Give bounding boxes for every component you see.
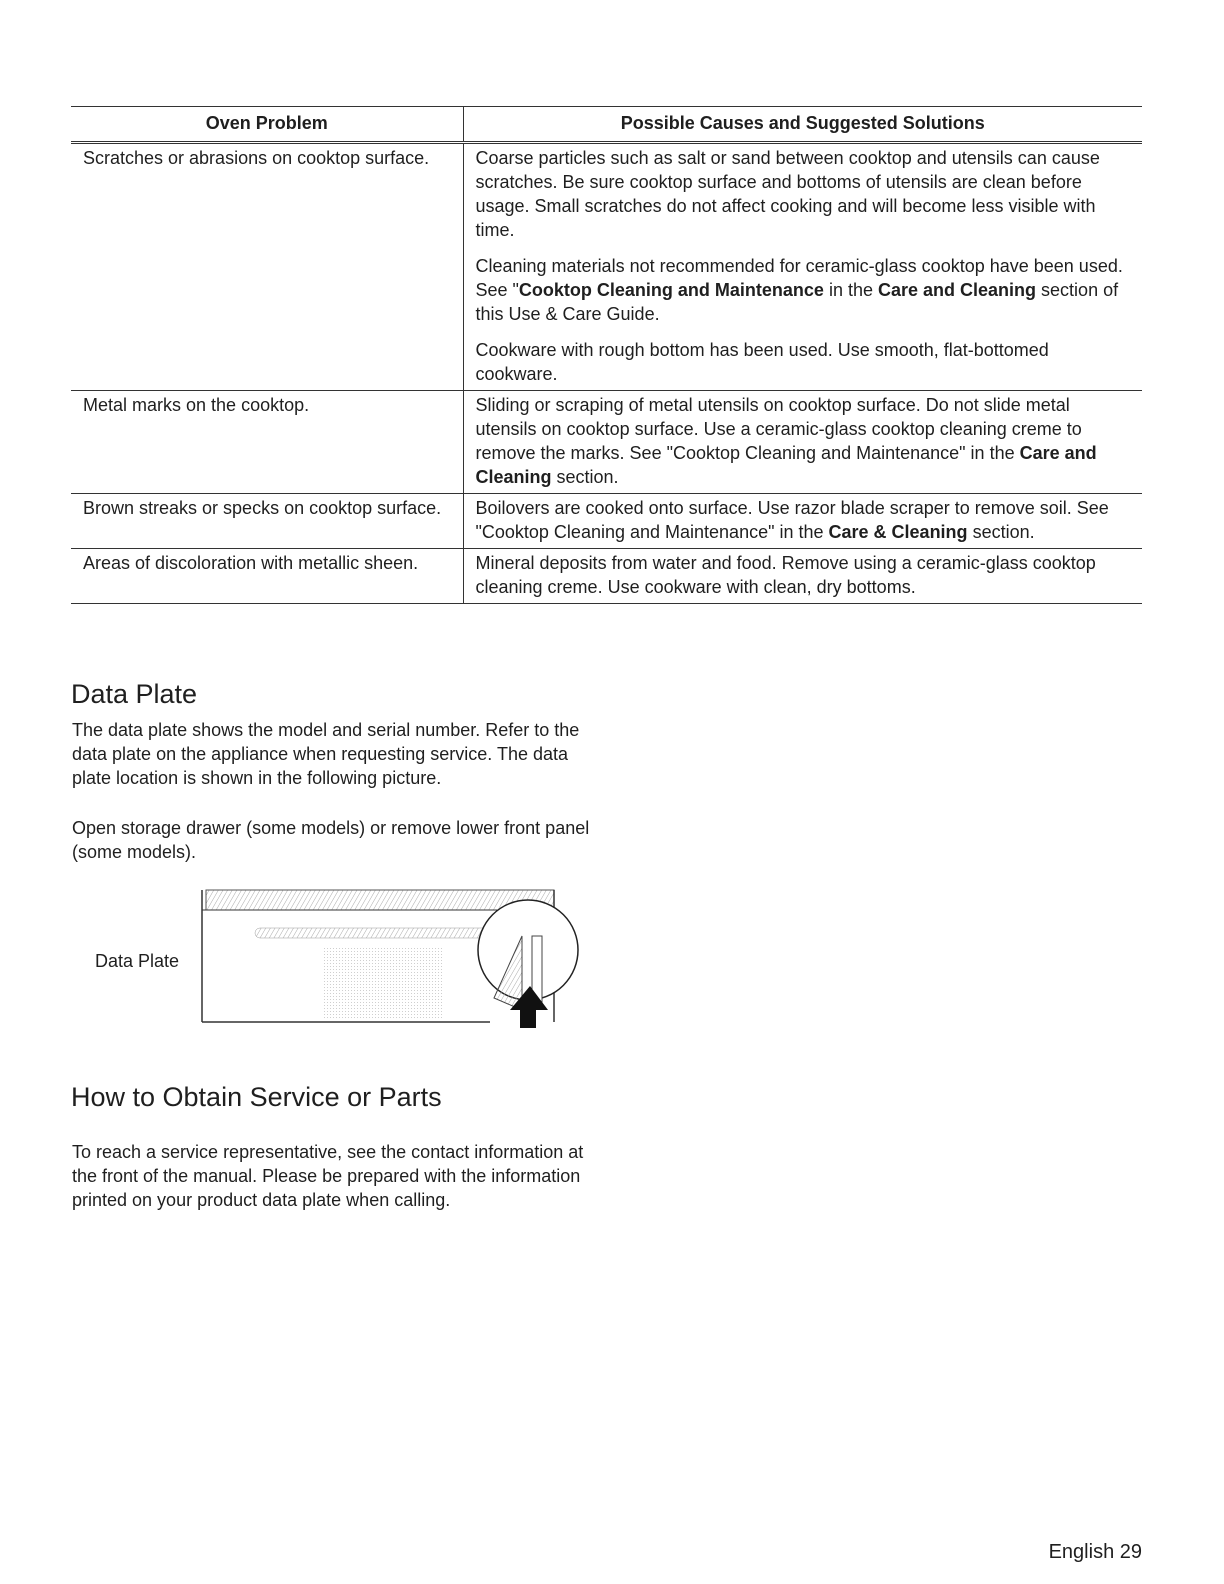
text-run: section. xyxy=(967,522,1035,542)
solution-cell xyxy=(463,391,1142,494)
solution-paragraph xyxy=(476,338,1133,386)
page-footer: English 29 xyxy=(1048,1541,1142,1563)
problem-cell: Metal marks on the cooktop. xyxy=(71,391,463,494)
data-plate-figure-label: Data Plate xyxy=(95,951,180,971)
table-header-row xyxy=(71,107,1142,143)
solution-cell xyxy=(463,549,1142,604)
problem-cell: Scratches or abrasions on cooktop surface. xyxy=(71,143,463,391)
solution-cell xyxy=(463,494,1142,549)
solution-paragraph xyxy=(476,393,1133,489)
solution-paragraph xyxy=(476,254,1133,326)
table-row xyxy=(71,494,1142,549)
table-row xyxy=(71,549,1142,604)
table-row xyxy=(71,143,1142,391)
bold-reference: Care and Cleaning xyxy=(878,280,1037,300)
text-run: Boilovers are cooked onto surface. Use razor blade scraper to remove soil. See "Cooktop Cleaning and Maintenance" in the xyxy=(475,498,1109,542)
problem-cell: Brown streaks or specks on cooktop surface. xyxy=(71,494,463,549)
header-oven-problem: Oven Problem xyxy=(71,107,463,143)
data-plate-paragraph-1: The data plate shows the model and serial number. Refer to the data plate on the appliance when requesting service. The data plate location is shown in the following picture. xyxy=(72,720,580,788)
service-heading: How to Obtain Service or Parts xyxy=(71,1082,442,1112)
text-run: Mineral deposits from water and food. Remove using a ceramic-glass cooktop cleaning creme. Use cookware with clean, dry bottoms. xyxy=(475,553,1096,597)
problem-cell: Areas of discoloration with metallic sheen. xyxy=(71,549,463,604)
text-run: Coarse particles such as salt or sand between cooktop and utensils can cause scratches. Be sure cooktop surface and bottoms of utensils are clean before usage. Small scratches do not affect cooking and will become less visible with time. xyxy=(475,148,1100,240)
text-run: in the xyxy=(823,280,878,300)
solution-paragraph xyxy=(476,496,1133,544)
bold-reference: Care and Cleaning xyxy=(475,443,1097,487)
solution-cell xyxy=(463,143,1142,391)
text-run: Cookware with rough bottom has been used. Use smooth, flat-bottomed cookware. xyxy=(475,340,1049,384)
header-causes-solutions: Possible Causes and Suggested Solutions xyxy=(620,113,985,133)
solution-paragraph xyxy=(476,146,1133,242)
text-run: section of this Use & Care Guide. xyxy=(475,280,1119,324)
table-row xyxy=(71,391,1142,494)
data-plate-heading: Data Plate xyxy=(71,679,198,709)
text-run: Sliding or scraping of metal utensils on cooktop surface. Do not slide metal utensils on cooktop surface. Use a ceramic-glass cooktop cleaning creme to remove the marks. See "Cooktop Cleaning and Maintenance" in the xyxy=(475,395,1082,463)
text-run: section. xyxy=(551,467,619,487)
text-run: Cleaning materials not recommended for ceramic-glass cooktop have been used. See " xyxy=(475,256,1123,300)
bold-reference: Cooktop Cleaning and Maintenance xyxy=(518,280,824,300)
data-plate-paragraph-2: Open storage drawer (some models) or remove lower front panel (some models). xyxy=(72,818,590,862)
service-paragraph: To reach a service representative, see the contact information at the front of the manual. Please be prepared with the information printed on your product data plate when calling. xyxy=(72,1142,584,1210)
solution-paragraph xyxy=(476,551,1133,599)
data-plate-figure xyxy=(90,888,590,1030)
troubleshooting-table xyxy=(71,106,1142,604)
bold-reference: Care & Cleaning xyxy=(828,522,968,542)
